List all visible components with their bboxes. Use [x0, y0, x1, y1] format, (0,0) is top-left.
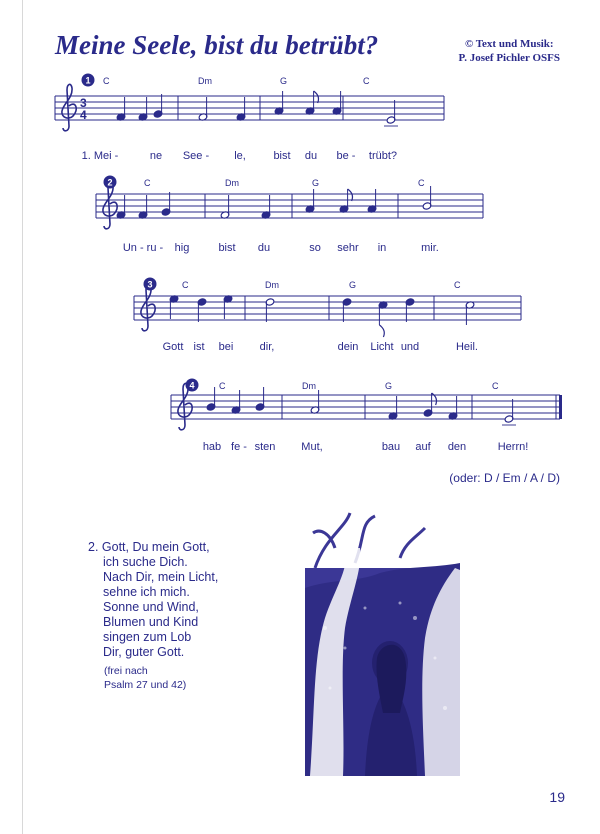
lyric-syllable: in [377, 242, 387, 254]
lyric-syllable: bist [218, 242, 236, 254]
lyric-syllable: See - [182, 150, 210, 162]
lyric-syllable: Gott [162, 341, 184, 353]
verse-line: Sonne und Wind, [103, 600, 199, 614]
lyric-syllable: sehr [337, 242, 359, 254]
verse-line: ich suche Dich. [103, 555, 188, 569]
chord-symbol: C [418, 178, 425, 188]
chord-symbol: C [144, 178, 151, 188]
staff-number: 4 [189, 380, 195, 391]
verse-line: Nach Dir, mein Licht, [103, 570, 219, 584]
lyric-syllable: dir, [259, 341, 275, 353]
chord-symbol: G [385, 381, 393, 391]
lyric-syllable: 1. Mei - [81, 150, 119, 162]
note-flag [348, 189, 353, 201]
lyric-syllable: sten [254, 441, 276, 453]
lyric-syllable: mir. [421, 242, 439, 254]
lyric-syllable: Mut, [301, 441, 323, 453]
staff-2 [96, 176, 483, 255]
chord-symbol: G [349, 280, 357, 290]
staff-number: 1 [85, 75, 91, 86]
credit-line-1: © Text und Musik: [464, 38, 554, 50]
chord-symbol: G [280, 76, 288, 86]
verse-line: singen zum Lob [103, 630, 192, 644]
lyric-syllable: bau [381, 441, 401, 453]
source-line: Psalm 27 und 42) [104, 679, 187, 691]
staff-3 [134, 278, 521, 354]
lyric-syllable: le, [234, 150, 246, 162]
lyric-syllable: Un - ru - [122, 242, 164, 254]
lyric-syllable: bei [218, 341, 234, 353]
verse-2 [88, 540, 218, 660]
lyric-syllable: Herrn! [497, 441, 529, 453]
lyric-syllable: und [400, 341, 420, 353]
chord-symbol: Dm [198, 76, 212, 86]
credit-line-2: P. Josef Pichler OSFS [458, 52, 560, 64]
chord-symbol: C [103, 76, 110, 86]
lyric-syllable: fe - [231, 441, 247, 453]
final-bar-thick [559, 395, 562, 419]
chord-symbol: C [492, 381, 499, 391]
lyric-syllable: Heil. [455, 341, 479, 353]
page-number: 19 [549, 789, 565, 805]
staff-number: 3 [147, 279, 153, 290]
source-line: (frei nach [104, 665, 148, 677]
lyric-syllable: ne [149, 150, 163, 162]
lyric-syllable: auf [415, 441, 431, 453]
chord-symbol: C [454, 280, 461, 290]
girl-under-tree-photo [305, 508, 460, 776]
lyric-syllable: du [304, 150, 318, 162]
chord-symbol: Dm [302, 381, 316, 391]
chord-symbol: C [182, 280, 189, 290]
lyric-syllable: hab [202, 441, 222, 453]
source-note [104, 664, 186, 692]
lyric-syllable: be - [336, 150, 356, 162]
alternative-chords: (oder: D / Em / A / D) [449, 471, 560, 485]
song-title: Meine Seele, bist du betrübt? [55, 30, 379, 60]
lyric-syllable: du [257, 242, 271, 254]
chord-symbol: Dm [225, 178, 239, 188]
chord-symbol: C [363, 76, 370, 86]
lyric-syllable: ist [193, 341, 205, 353]
chord-symbol: G [312, 178, 320, 188]
verse-line: 2. Gott, Du mein Gott, [88, 540, 210, 554]
staff-4 [171, 379, 562, 454]
lyric-syllable: bist [273, 150, 291, 162]
lyric-syllable: den [447, 441, 467, 453]
note-flag [314, 91, 319, 103]
staff-number: 2 [107, 177, 113, 188]
staff-1 [55, 74, 444, 163]
lyric-syllable: hig [174, 242, 190, 254]
chord-symbol: C [219, 381, 226, 391]
chord-symbol: Dm [265, 280, 279, 290]
verse-line: Dir, guter Gott. [103, 645, 185, 659]
time-signature-bottom: 4 [80, 108, 87, 122]
lyric-syllable: dein [337, 341, 359, 353]
lyric-syllable: trübt? [368, 150, 398, 162]
time-signature-top: 3 [80, 96, 87, 110]
note-flag [379, 325, 384, 337]
verse-line: sehne ich mich. [103, 585, 190, 599]
lyric-syllable: so [309, 242, 321, 254]
verse-line: Blumen und Kind [103, 615, 199, 629]
lyric-syllable: Licht [370, 341, 394, 353]
